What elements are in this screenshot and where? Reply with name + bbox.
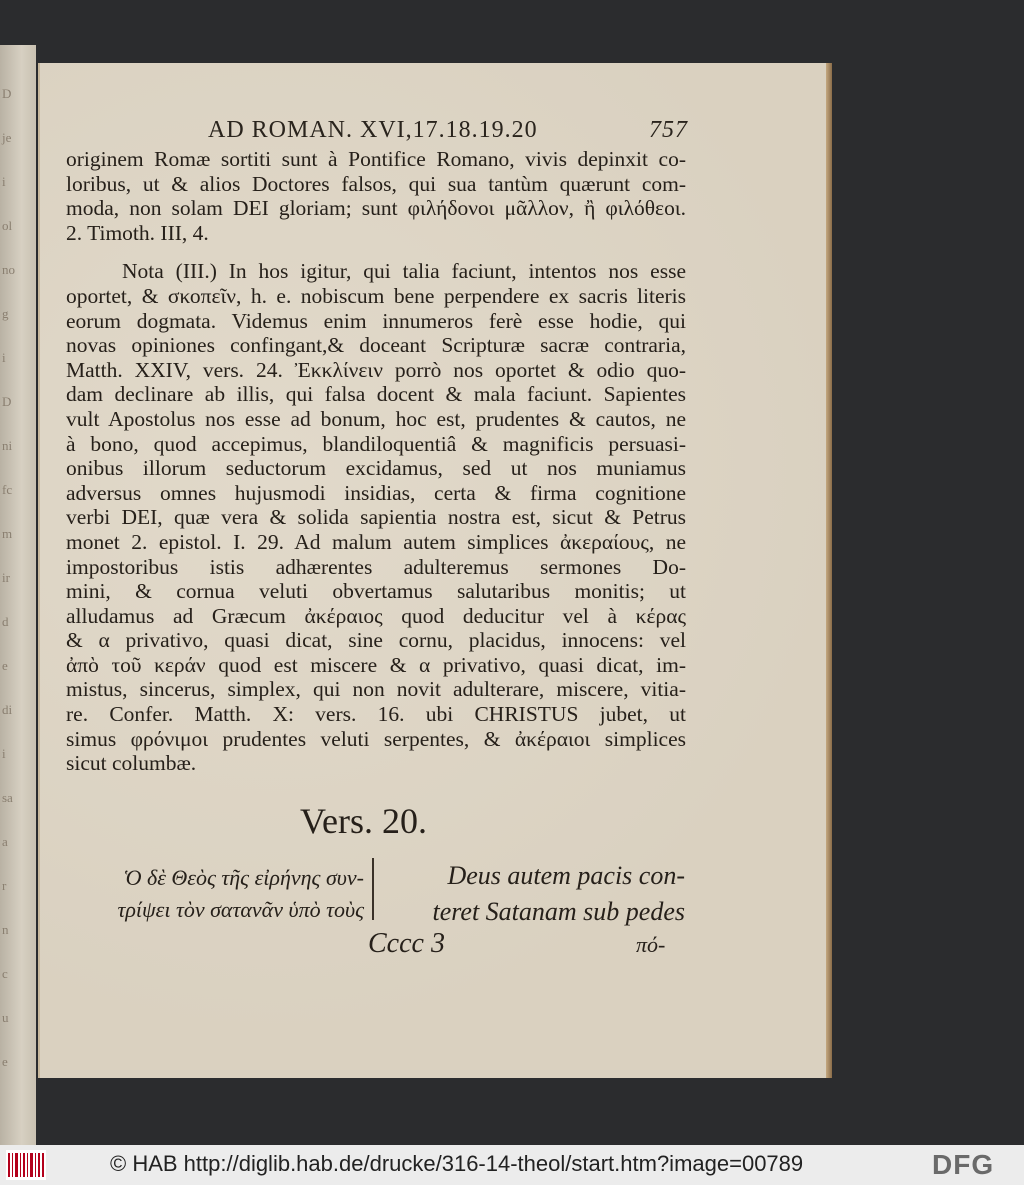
edge-glyph: D xyxy=(2,394,12,409)
text-line: 2. Timoth. III, 4. xyxy=(66,220,209,245)
text-line: & α privativo, quasi dicat, sine cornu, placidus, innocens: vel xyxy=(66,628,686,653)
barcode-icon xyxy=(6,1150,46,1180)
verse-heading: Vers. 20. xyxy=(300,801,427,841)
edge-glyph: ir xyxy=(2,570,10,585)
latin-line: Deus autem pacis con- xyxy=(447,861,685,890)
text-line: eorum dogmata. Videmus enim innumeros ferè esse hodie, qui xyxy=(66,308,686,333)
source-link[interactable]: © HAB http://diglib.hab.de/drucke/316-14-theol/start.htm?image=00789 xyxy=(110,1151,804,1176)
text-line: adversus omnes hujusmodi insidias, certa & firma cognitione xyxy=(66,480,686,505)
text-line: mini, & cornua veluti obvertamus salutaribus monitis; ut xyxy=(66,579,686,604)
latin-line: teret Satanam sub pedes xyxy=(432,897,685,926)
text-line: novas opiniones confingant,& doceant Scripturæ sacræ contraria, xyxy=(66,333,686,358)
paragraph-1 xyxy=(66,147,686,245)
edge-glyph: je xyxy=(2,130,12,145)
edge-glyph: c xyxy=(2,966,8,981)
edge-glyph: D xyxy=(2,86,12,101)
edge-glyph: e xyxy=(2,1054,8,1069)
edge-glyph: i xyxy=(2,746,6,761)
edge-glyph: ol xyxy=(2,218,13,233)
text-line: verbi DEI, quæ vera & solida sapientia nostra est, sicut & Petrus xyxy=(66,505,686,530)
text-line: onibus illorum seductorum excidamus, sed ut nos muniamus xyxy=(66,456,686,481)
edge-glyph: sa xyxy=(2,790,13,805)
edge-glyph: fc xyxy=(2,482,13,497)
catchword: πό- xyxy=(636,932,666,957)
text-line: sicut columbæ. xyxy=(66,751,197,776)
text-line: monet 2. epistol. I. 29. Ad malum autem simplices ἀκεραίους, ne xyxy=(66,529,686,554)
text-line: alludamus ad Græcum ἀκέραιος quod deducitur vel à κέρας xyxy=(66,603,686,628)
text-line: originem Romæ sortiti sunt à Pontifice Romano, vivis depinxit co- xyxy=(66,147,686,171)
text-line: dam declinare ab illis, qui falsa docent & mala faciunt. Sapientes xyxy=(66,382,686,407)
page-number: 757 xyxy=(649,117,688,143)
edge-glyph: a xyxy=(2,834,8,849)
edge-glyph: no xyxy=(2,262,15,277)
greek-verse-column xyxy=(80,862,364,926)
dfg-logo: DFG xyxy=(932,1149,995,1180)
body-text xyxy=(66,147,686,776)
signature-mark: Cccc 3 xyxy=(368,928,445,959)
text-line: à bono, quod accepimus, blandiloquentiâ & magnificis persuasi- xyxy=(66,431,686,456)
edge-glyph: e xyxy=(2,658,8,673)
footer-bar xyxy=(0,1145,1024,1185)
paragraph-2 xyxy=(66,259,686,775)
edge-glyph: di xyxy=(2,702,13,717)
text-line: impostoribus istis adhærentes adulteremus sermones Do- xyxy=(66,554,686,579)
text-line: simus φρόνιμοι prudentes veluti serpentes, & ἀκέραιοι simplices xyxy=(66,726,686,751)
running-title: AD ROMAN. XVI,17.18.19.20 xyxy=(208,117,538,143)
text-line: mistus, sincerus, simplex, qui non novit adulterare, miscere, vitia- xyxy=(66,677,686,702)
latin-verse-column xyxy=(380,858,685,930)
edge-glyph: i xyxy=(2,174,6,189)
edge-glyph: d xyxy=(2,614,9,629)
text-line: re. Confer. Matth. X: vers. 16. ubi CHRISTUS jubet, ut xyxy=(66,702,686,727)
column-divider xyxy=(372,858,374,920)
edge-glyph: u xyxy=(2,1010,9,1025)
text-line: moda, non solam DEI gloriam; sunt φιλήδονοι μᾶλλον, ἢ φιλόθεοι. xyxy=(66,196,686,221)
running-header xyxy=(208,117,688,144)
text-line: oportet, & σκοπεῖν, h. e. nobiscum bene perpendere ex sacris literis xyxy=(66,283,686,308)
edge-glyph: n xyxy=(2,922,9,937)
page-edge-shadow xyxy=(826,63,832,1078)
greek-line: τρίψει τὸν σατανᾶν ὑπὸ τοὺς xyxy=(117,897,364,922)
text-line: ἀπὸ τοῦ κεράν quod est miscere & α privativo, quasi dicat, im- xyxy=(66,652,686,677)
edge-glyph: m xyxy=(2,526,13,541)
text-line: Matth. XXIV, vers. 24. Ἐκκλίνειν porrò nos oportet & odio quo- xyxy=(66,357,686,382)
text-line: Nota (III.) In hos igitur, qui talia faciunt, intentos nos esse xyxy=(122,259,686,284)
edge-glyph: g xyxy=(2,306,9,321)
greek-line: Ὁ δὲ Θεὸς τῆς εἰρήνης συν- xyxy=(123,865,364,890)
edge-glyph: r xyxy=(2,878,7,893)
edge-glyph: ni xyxy=(2,438,13,453)
text-line: loribus, ut & alios Doctores falsos, qui sua tantùm quærunt com- xyxy=(66,171,686,196)
previous-page-edge xyxy=(0,45,36,1145)
text-line: vult Apostolus nos esse ad bonum, hoc est, prudentes & cautos, ne xyxy=(66,406,686,431)
edge-glyph: i xyxy=(2,350,6,365)
